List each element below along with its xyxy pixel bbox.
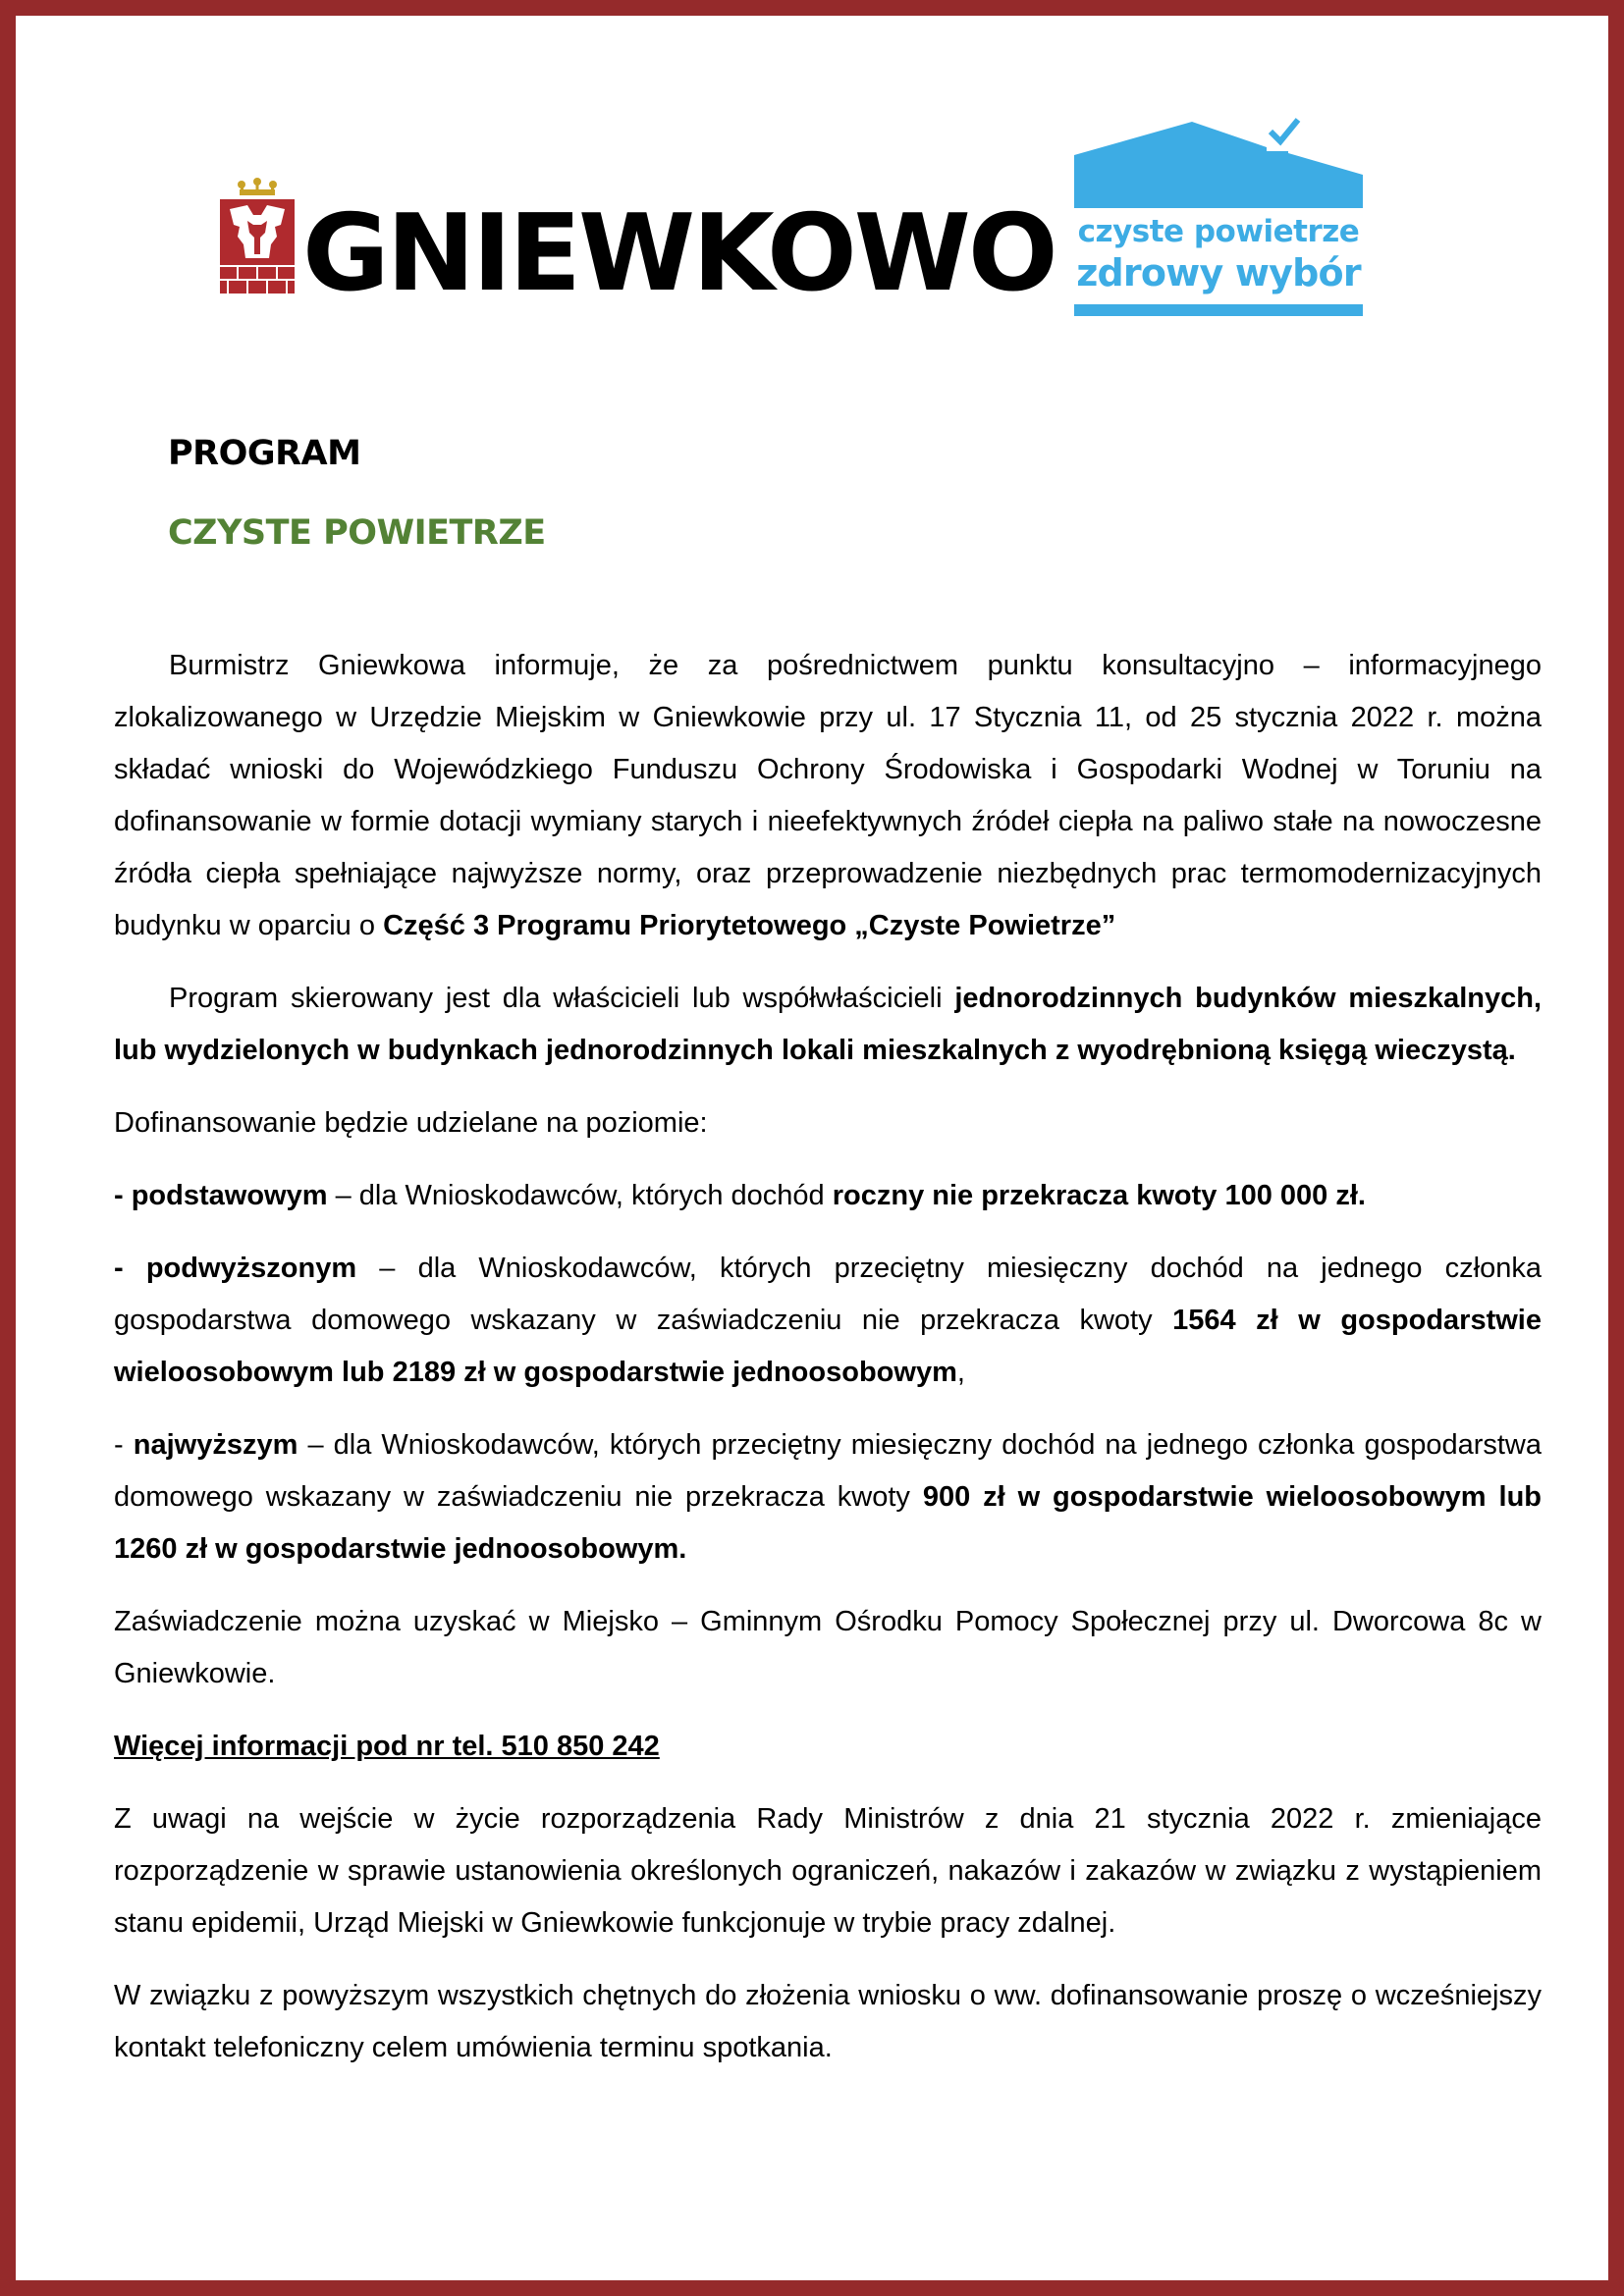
gniewkowo-wordmark: GNIEWKOWO	[302, 192, 1056, 315]
intro-paragraph	[114, 640, 1542, 952]
contact-paragraph	[114, 1721, 1542, 1773]
certificate-paragraph: Zaświadczenie można uzyskać w Miejsko – Gminnym Ośrodku Pomocy Społecznej przy ul. Dworcowa 8c w Gniewkowie.	[114, 1606, 1542, 1689]
intro-program-name: Część 3 Programu Priorytetowego „Czyste Powietrze”	[383, 910, 1116, 941]
final-paragraph: W związku z powyższym wszystkich chętnych do złożenia wniosku o ww. dofinansowanie proszę o wcześniejszy kontakt telefoniczny celem umówienia terminu spotkania.	[114, 1980, 1542, 2063]
czyste-powietrze-text: czyste powietrze	[1077, 214, 1360, 249]
zdrowy-wybor-text: zdrowy wybór	[1076, 251, 1361, 294]
level-raised-limit: 1564 zł w gospodarstwie wieloosobowym lub 2189 zł w gospodarstwie jednoosobowym	[114, 1305, 1542, 1388]
level-highest-prefix: -	[114, 1429, 134, 1461]
level-basic-label: - podstawowym	[114, 1180, 328, 1211]
funding-levels-intro: Dofinansowanie będzie udzielane na poziomie:	[114, 1107, 708, 1139]
level-highest-paragraph	[114, 1419, 1542, 1575]
eligibility-text: Program skierowany jest dla właścicieli lub współwłaścicieli	[169, 983, 955, 1014]
gniewkowo-logo	[202, 168, 1056, 315]
level-basic-paragraph	[114, 1170, 1542, 1222]
level-highest-limit: 900 zł w gospodarstwie wieloosobowym lub 1260 zł w gospodarstwie jednoosobowym.	[114, 1481, 1542, 1565]
level-raised-text: – dla Wnioskodawców, których przeciętny miesięczny dochód na jednego członka gospodarstwa domowego wskazany w zaświadczeniu nie przekracza kwoty	[114, 1253, 1542, 1336]
level-highest-text: – dla Wnioskodawców, których przeciętny miesięczny dochód na jednego członka gospodarstwa domowego wskazany w zaświadczeniu nie przekracza kwoty	[114, 1429, 1542, 1513]
intro-text: Burmistrz Gniewkowa informuje, że za pośrednictwem punktu konsultacyjno – informacyjnego zlokalizowanego w Urzędzie Miejskim w Gniewkowie przy ul. 17 Stycznia 11, od 25 stycznia 2022 r. można składać wnioski do Wojewódzkiego Funduszu Ochrony Środowiska i Gospodarki Wodnej w Toruniu na dofinansowanie w formie dotacji wymiany starych i nieefektywnych źródeł ciepła na paliwo stałe na nowoczesne źródła ciepła spełniające najwyższe normy, oraz przeprowadzenie niezbędnych prac termomodernizacyjnych budynku w oparciu o	[114, 650, 1542, 941]
page-title: PROGRAM	[168, 434, 361, 473]
level-basic-limit: roczny nie przekracza kwoty 100 000 zł.	[832, 1180, 1366, 1211]
contact-phone-info: Więcej informacji pod nr tel. 510 850 242	[114, 1731, 660, 1762]
document-body	[114, 640, 1542, 2095]
level-raised-tail: ,	[956, 1357, 965, 1388]
level-basic-text: – dla Wnioskodawców, których dochód	[327, 1180, 833, 1211]
page-subtitle: CZYSTE POWIETRZE	[168, 513, 546, 553]
regulation-paragraph: Z uwagi na wejście w życie rozporządzenia Rady Ministrów z dnia 21 stycznia 2022 r. zmieniające rozporządzenie w sprawie ustanowienia określonych ograniczeń, nakazów i zakazów w związku z wystąpieniem stanu epidemii, Urząd Miejski w Gniewkowie funkcjonuje w trybie pracy zdalnej.	[114, 1803, 1542, 1939]
eligibility-paragraph	[114, 973, 1542, 1077]
eligibility-bold: jednorodzinnych budynków mieszkalnych, lub wydzielonych w budynkach jednorodzinnych lokali mieszkalnych z wyodrębnioną księgą wieczystą.	[114, 983, 1543, 1066]
level-highest-label: najwyższym	[133, 1429, 298, 1461]
level-raised-label: - podwyższonym	[114, 1253, 357, 1284]
czyste-powietrze-logo	[1074, 118, 1363, 318]
level-raised-paragraph	[114, 1243, 1542, 1399]
gniewkowo-crest-icon	[218, 176, 297, 295]
